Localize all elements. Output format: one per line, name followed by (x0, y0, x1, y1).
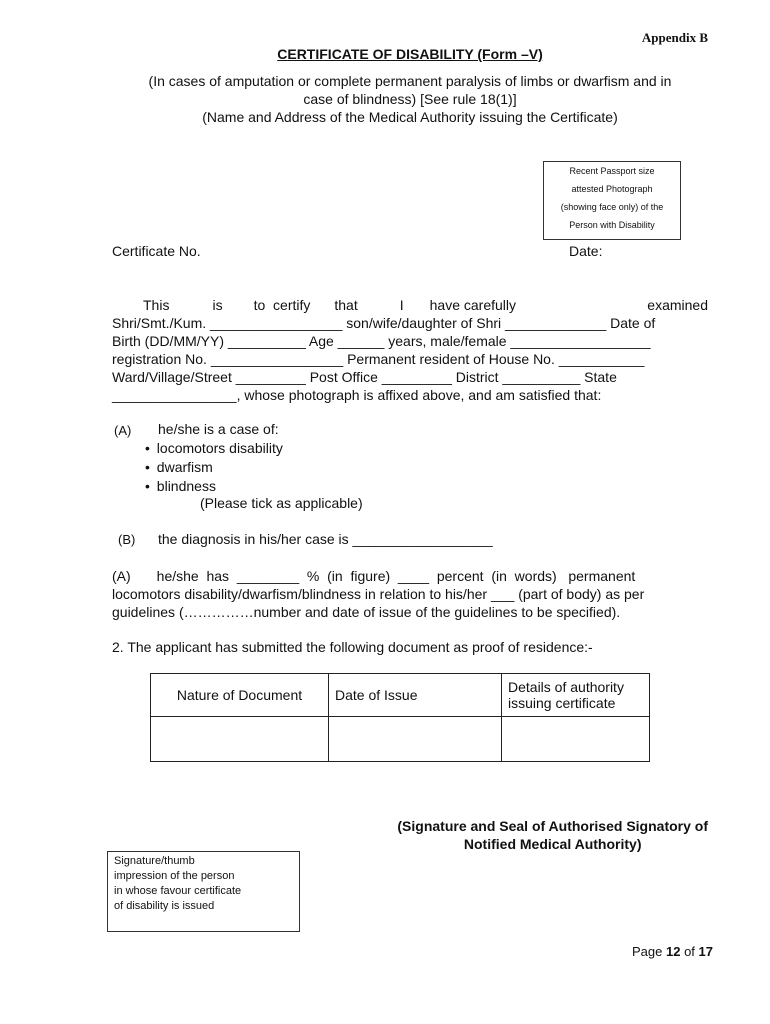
appendix-label: Appendix B (641, 30, 708, 45)
signature-line-2: Notified Medical Authority) (463, 836, 642, 852)
subtitle-line-1: (In cases of amputation or complete permanent paralysis of limbs or dwarfism and in (148, 73, 672, 89)
certification-paragraph (112, 296, 708, 404)
header-authority-details: Details of authority issuing certificate (502, 674, 650, 717)
header-date-of-issue: Date of Issue (329, 674, 502, 717)
photo-box-line: (showing face only) of the (560, 202, 664, 212)
certificate-no-label: Certificate No. (112, 243, 201, 259)
diagnosis-line: the diagnosis in his/her case is __________________ (158, 531, 493, 547)
list-item: • dwarfism (145, 459, 213, 475)
photo-placeholder-box (543, 161, 681, 240)
paragraph-line-1: This is to certify that I have carefully examined (143, 297, 708, 313)
page-title: CERTIFICATE OF DISABILITY (Form –V) (277, 46, 543, 62)
photo-box-line: Recent Passport size (569, 166, 655, 176)
header-nature-of-document: Nature of Document (151, 674, 329, 717)
signature-line-1: (Signature and Seal of Authorised Signatory of (397, 818, 708, 834)
bullet-icon: • (145, 478, 150, 494)
section-a-marker: (A) (114, 423, 132, 438)
bullet-icon: • (145, 459, 150, 475)
date-label: Date: (569, 243, 603, 259)
subtitle-line-2: case of blindness) [See rule 18(1)] (303, 91, 517, 107)
paragraph-line-5: Ward/Village/Street _________ Post Office _________ District __________ State (112, 369, 617, 385)
page-number: Page 12 of 17 (632, 944, 713, 959)
paragraph-line-2: Shri/Smt./Kum. _________________ son/wife/daughter of Shri _____________ Date of (112, 315, 656, 331)
residence-documents-table (150, 673, 650, 762)
thumb-impression-box: Signature/thumb impression of the person in whose favour certificate of disability is issued (107, 851, 300, 932)
table-cell[interactable] (329, 717, 502, 762)
residence-statement: 2. The applicant has submitted the following document as proof of residence:- (112, 639, 593, 655)
list-item: • blindness (145, 478, 216, 494)
table-header-row (151, 674, 650, 717)
paragraph-line-4: registration No. _________________ Permanent resident of House No. ___________ (112, 351, 645, 367)
list-item: • locomotors disability (145, 440, 283, 456)
subtitle-line-3: (Name and Address of the Medical Authority issuing the Certificate) (202, 109, 618, 125)
table-cell[interactable] (151, 717, 329, 762)
table-row (151, 717, 650, 762)
section-b-marker: (B) (118, 532, 136, 547)
percent-line-2: locomotors disability/dwarfism/blindness in relation to his/her ___ (part of body) as per (112, 586, 645, 602)
bullet-icon: • (145, 440, 150, 456)
photo-box-line: Person with Disability (569, 220, 655, 230)
photo-box-line: attested Photograph (571, 184, 653, 194)
table-cell[interactable] (502, 717, 650, 762)
tick-note: (Please tick as applicable) (200, 495, 363, 511)
percent-line-3: guidelines (……………number and date of issue of the guidelines to be specified). (112, 604, 621, 620)
paragraph-line-6: ________________, whose photograph is affixed above, and am satisfied that: (112, 387, 602, 403)
paragraph-line-3: Birth (DD/MM/YY) __________ Age ______ years, male/female __________________ (112, 333, 651, 349)
signature-block (397, 817, 708, 853)
disability-percent-paragraph: (A) he/she has ________ % (in figure) ____ percent (in words) permanent locomotors disability/dwarfism/blindness in relation to his/her ___ (part of body) as per guidelines (……………number and date of issue of the guidelines to be specified). (112, 567, 708, 621)
section-a-lead: he/she is a case of: (158, 421, 279, 437)
